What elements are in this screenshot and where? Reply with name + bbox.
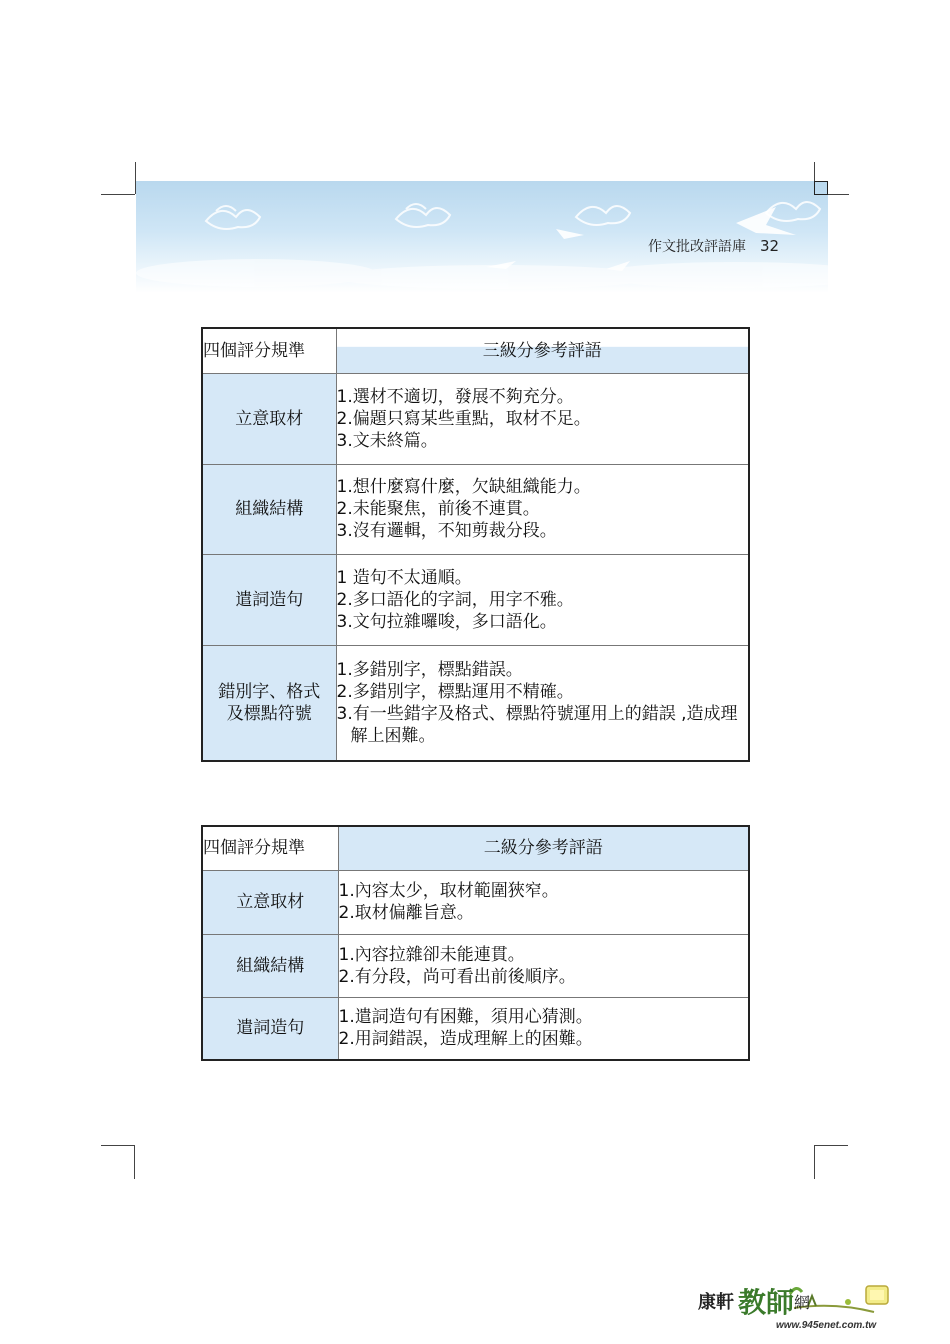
- crop-mark: [814, 162, 815, 182]
- comment-line: 1.選材不適切，發展不夠充分。: [336, 386, 574, 407]
- corner-marker: [814, 181, 828, 195]
- comment-line: 2.取材偏離旨意。: [338, 903, 474, 923]
- comment-line: 1 造句不太通順。: [336, 567, 472, 588]
- comment-cell: [336, 373, 749, 464]
- comment-line: 2.偏題只寫某些重點，取材不足。: [336, 408, 591, 429]
- comment-cell: [336, 554, 749, 645]
- table-row: [202, 997, 749, 1060]
- crop-mark: [814, 1145, 848, 1146]
- comment-line: 1.內容太少，取材範圍狹窄。: [338, 881, 559, 901]
- table-header-comments: 二級分參考評語: [338, 826, 749, 870]
- kangxuan-teacher-logo: [698, 1278, 894, 1332]
- comment-line: 3.文未終篇。: [336, 430, 438, 451]
- table-row: [202, 870, 749, 934]
- running-head-title: 作文批改評語庫: [648, 239, 746, 255]
- criterion-cell: 立意取材: [202, 870, 338, 934]
- running-head: [648, 236, 779, 256]
- criterion-line: 及標點符號: [226, 703, 312, 724]
- criterion-cell: 組織結構: [202, 464, 336, 554]
- comment-line: 2.未能聚焦，前後不連貫。: [336, 499, 540, 519]
- table-row: [202, 554, 749, 645]
- table-row: [202, 645, 749, 761]
- comment-cell: [338, 997, 749, 1060]
- comment-line: 3.文句拉雜囉唆，多口語化。: [336, 611, 557, 632]
- logo-suffix: 網: [794, 1293, 811, 1312]
- crop-mark: [827, 194, 849, 195]
- rubric-table-level2: [201, 825, 750, 1061]
- comment-cell: [338, 870, 749, 934]
- crop-mark: [101, 1145, 135, 1146]
- comment-line: 3.沒有邏輯，不知剪裁分段。: [336, 521, 557, 541]
- table-row: [202, 934, 749, 997]
- crop-mark: [814, 1145, 815, 1179]
- page-number: 32: [760, 237, 780, 255]
- comment-line: 2.有分段，尚可看出前後順序。: [338, 966, 576, 987]
- criterion-cell: [202, 645, 336, 761]
- logo-brand: 康軒: [698, 1292, 734, 1313]
- comment-cell: [336, 464, 749, 554]
- criterion-line: 錯別字、格式: [218, 681, 321, 702]
- comment-cell: [338, 934, 749, 997]
- crop-mark: [134, 1145, 135, 1179]
- comment-line: 3.有一些錯字及格式、標點符號運用上的錯誤 ,造成理解上困難。: [336, 703, 738, 746]
- table-header-criteria: 四個評分規準: [202, 328, 336, 373]
- table-header-criteria: 四個評分規準: [202, 826, 338, 870]
- criterion-cell: 組織結構: [202, 934, 338, 997]
- table-header-comments: 三級分參考評語: [336, 328, 749, 373]
- logo-graphic: [698, 1278, 894, 1332]
- comment-line: 1.多錯別字，標點錯誤。: [336, 659, 523, 680]
- criterion-cell: 遣詞造句: [202, 997, 338, 1060]
- logo-url: www.945enet.com.tw: [776, 1320, 877, 1331]
- comment-line: 1.想什麼寫什麼，欠缺組織能力。: [336, 477, 591, 497]
- comment-line: 2.多錯別字，標點運用不精確。: [336, 681, 574, 702]
- table-row: [202, 464, 749, 554]
- comment-line: 1.內容拉雜卻未能連貫。: [338, 944, 525, 965]
- logo-big-text: 教師: [738, 1286, 795, 1319]
- criterion-cell: 立意取材: [202, 373, 336, 464]
- comment-line: 2.多口語化的字詞，用字不雅。: [336, 589, 574, 610]
- criterion-cell: 遣詞造句: [202, 554, 336, 645]
- comment-cell: [336, 645, 749, 761]
- rubric-table-level3: [201, 327, 750, 762]
- comment-line: 2.用詞錯誤，造成理解上的困難。: [338, 1029, 593, 1050]
- comment-line: 1.遣詞造句有困難，須用心猜測。: [338, 1007, 593, 1028]
- crop-mark: [101, 194, 135, 195]
- table-row: [202, 373, 749, 464]
